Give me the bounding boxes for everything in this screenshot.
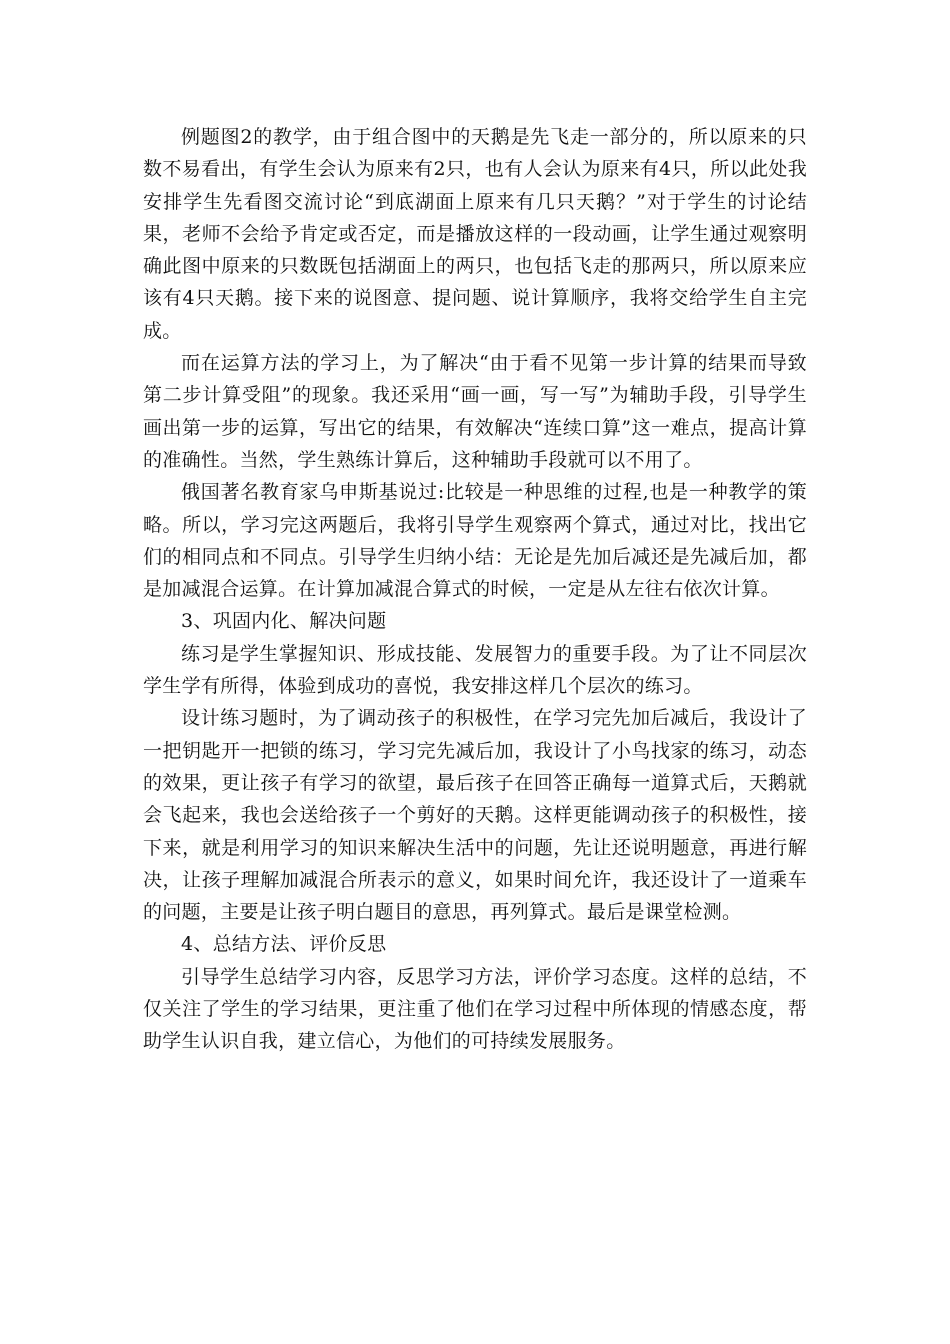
document-body [143,121,807,1058]
paragraph-comparison: 俄国著名教育家乌申斯基说过:比较是一种思维的过程,也是一种教学的策略。所以，学习完这两题后，我将引导学生观察两个算式，通过对比，找出它们的相同点和不同点。引导学生归纳小结：无论是先加后减还是先减后加，都是加减混合运算。在计算加减混合算式的时候，一定是从左往右依次计算。 [143,481,807,601]
paragraph-calculation-method: 而在运算方法的学习上，为了解决“由于看不见第一步计算的结果而导致第二步计算受阻”的现象。我还采用“画一画，写一写”为辅助手段，引导学生画出第一步的运算，写出它的结果，有效解决“连续口算”这一难点，提高计算的准确性。当然，学生熟练计算后，这种辅助手段就可以不用了。 [143,352,807,471]
paragraph-practice-intro: 练习是学生掌握知识、形成技能、发展智力的重要手段。为了让不同层次学生学有所得，体验到成功的喜悦，我安排这样几个层次的练习。 [143,642,807,698]
section-heading-summary: 4、总结方法、评价反思 [181,933,387,956]
section-heading-consolidate: 3、巩固内化、解决问题 [181,610,387,633]
paragraph-summary: 引导学生总结学习内容，反思学习方法，评价学习态度。这样的总结，不仅关注了学生的学习结果，更注重了他们在学习过程中所体现的情感态度，帮助学生认识自我，建立信心，为他们的可持续发展服务。 [143,965,807,1053]
paragraph-example-2-teaching: 例题图2的教学，由于组合图中的天鹅是先飞走一部分的，所以原来的只数不易看出，有学生会认为原来有2只，也有人会认为原来有4只，所以此处我安排学生先看图交流讨论“到底湖面上原来有几只天鹅？”对于学生的讨论结果，老师不会给予肯定或否定，而是播放这样的一段动画，让学生通过观察明确此图中原来的只数既包括湖面上的两只，也包括飞走的那两只，所以原来应该有4只天鹅。接下来的说图意、提问题、说计算顺序，我将交给学生自主完成。 [143,126,807,342]
paragraph-practice-design: 设计练习题时，为了调动孩子的积极性，在学习完先加后减后，我设计了一把钥匙开一把锁的练习，学习完先减后加，我设计了小鸟找家的练习，动态的效果，更让孩子有学习的欲望，最后孩子在回答正确每一道算式后，天鹅就会飞起来，我也会送给孩子一个剪好的天鹅。这样更能调动孩子的积极性，接下来，就是利用学习的知识来解决生活中的问题，先让还说明题意，再进行解决，让孩子理解加减混合所表示的意义，如果时间允许，我还设计了一道乘车的问题，主要是让孩子明白题目的意思，再列算式。最后是课堂检测。 [143,707,807,924]
